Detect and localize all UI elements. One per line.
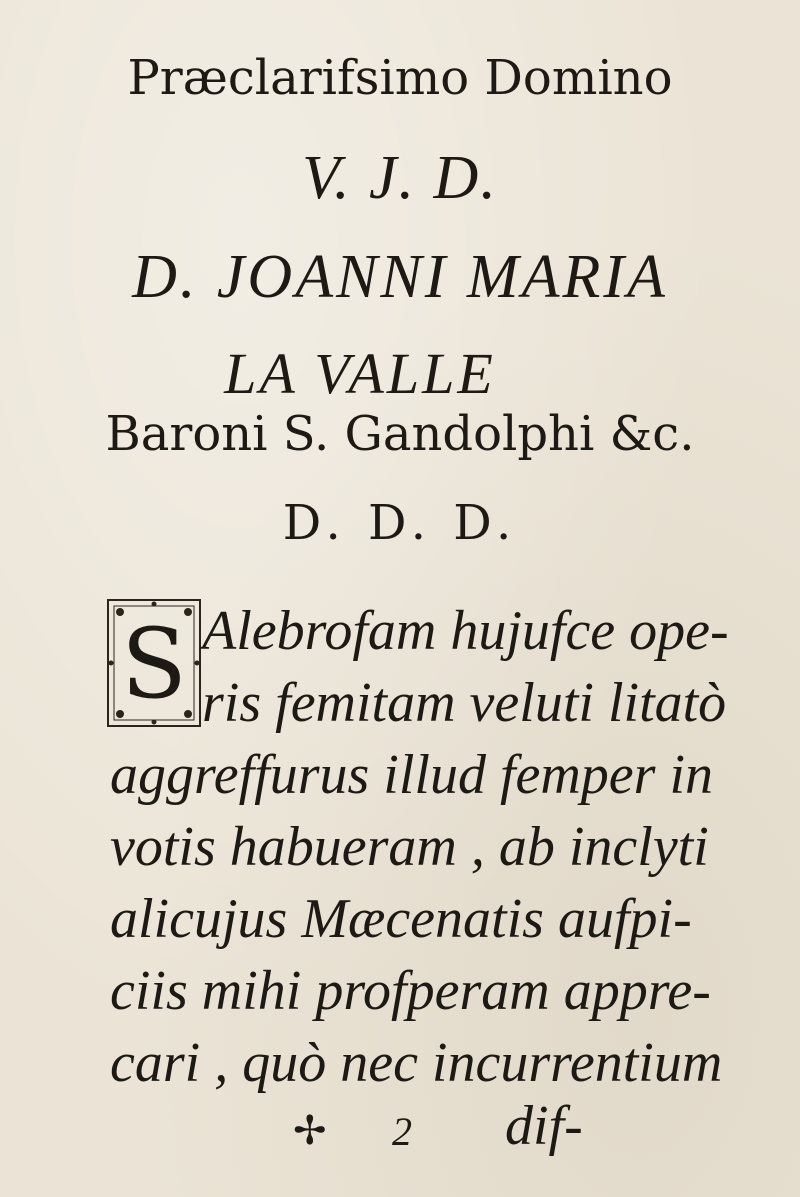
- catchword: dif-: [505, 1095, 583, 1157]
- dedication-name: D. JOANNI MARIA: [132, 243, 668, 311]
- body-line-3: aggreffurus illud femper in: [110, 744, 714, 806]
- body-line-2: ris femitam veluti litatò: [202, 672, 727, 734]
- dedication-formula: D. D. D.: [282, 495, 518, 551]
- body-line-6: ciis mihi profperam appre-: [110, 960, 711, 1022]
- body-line-4: votis habueram , ab inclyti: [110, 816, 709, 878]
- dedication-title: Baroni S. Gandolphi &c.: [105, 406, 695, 462]
- dropcap-letter: S: [121, 608, 187, 720]
- body-line-1: Alebrofam hujufce ope-: [202, 600, 729, 662]
- dedication-line-1: Præclarifsimo Domino: [127, 50, 673, 106]
- dedication-line-2: V. J. D.: [302, 144, 498, 212]
- signature-number: 2: [392, 1109, 412, 1154]
- signature-mark-icon: ✢: [293, 1108, 327, 1154]
- body-line-7: cari , quò nec incurrentium: [110, 1032, 723, 1094]
- dedication-surname: LA VALLE: [224, 341, 496, 406]
- body-text: [110, 595, 770, 1099]
- body-line-5: alicujus Mæcenatis aufpi-: [110, 888, 692, 950]
